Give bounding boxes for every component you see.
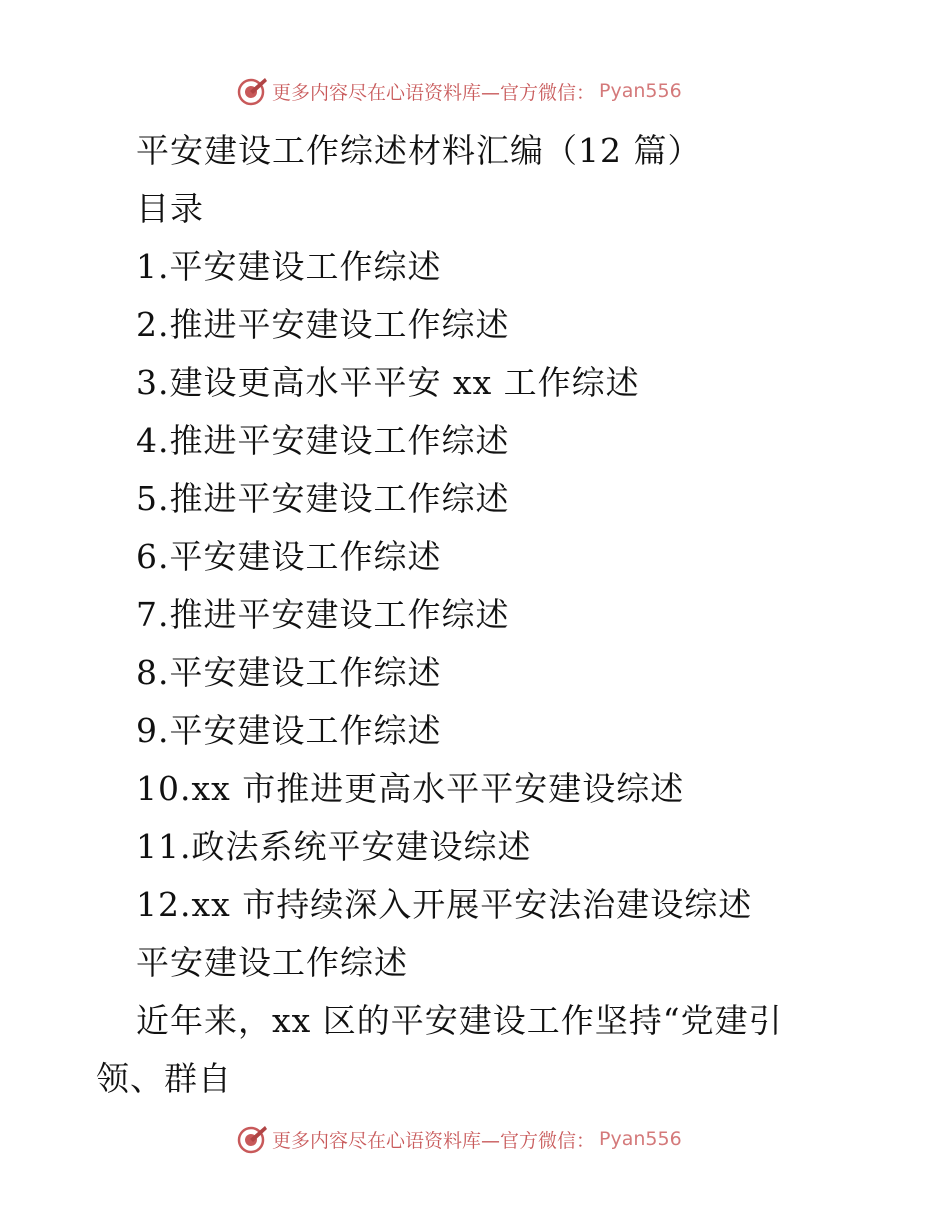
toc-item: 8.平安建设工作综述	[136, 653, 442, 692]
toc-item: 12.xx 市持续深入开展平安法治建设综述	[136, 885, 753, 924]
toc-item: 10.xx 市推进更高水平平安建设综述	[136, 769, 685, 808]
watermark-text: 更多内容尽在心语资料库—官方微信：	[272, 1129, 596, 1152]
toc-item: 3.建设更高水平平安 xx 工作综述	[136, 363, 640, 402]
toc-item: 11.政法系统平安建设综述	[136, 827, 532, 866]
section-heading: 平安建设工作综述	[136, 943, 408, 982]
document-title: 平安建设工作综述材料汇编（12 篇）	[136, 131, 702, 170]
toc-item: 9.平安建设工作综述	[136, 711, 442, 750]
toc-item: 7.推进平安建设工作综述	[136, 595, 510, 634]
toc-item: 6.平安建设工作综述	[136, 537, 442, 576]
toc-item: 1.平安建设工作综述	[136, 247, 442, 286]
toc-item: 2.推进平安建设工作综述	[136, 305, 510, 344]
toc-heading: 目录	[136, 189, 204, 228]
watermark-text: 更多内容尽在心语资料库—官方微信：	[272, 81, 596, 104]
toc-item: 4.推进平安建设工作综述	[136, 421, 510, 460]
footer-watermark	[236, 1122, 682, 1156]
watermark-wechat-id: Pyan556	[599, 80, 682, 102]
body-paragraph: 近年来，xx 区的平安建设工作坚持“党建引领、群自	[96, 1001, 783, 1098]
toc-item: 5.推进平安建设工作综述	[136, 479, 510, 518]
brand-logo-icon	[236, 75, 268, 107]
brand-logo-icon	[236, 1123, 268, 1155]
watermark-wechat-id: Pyan556	[599, 1128, 682, 1150]
header-watermark	[236, 74, 682, 108]
